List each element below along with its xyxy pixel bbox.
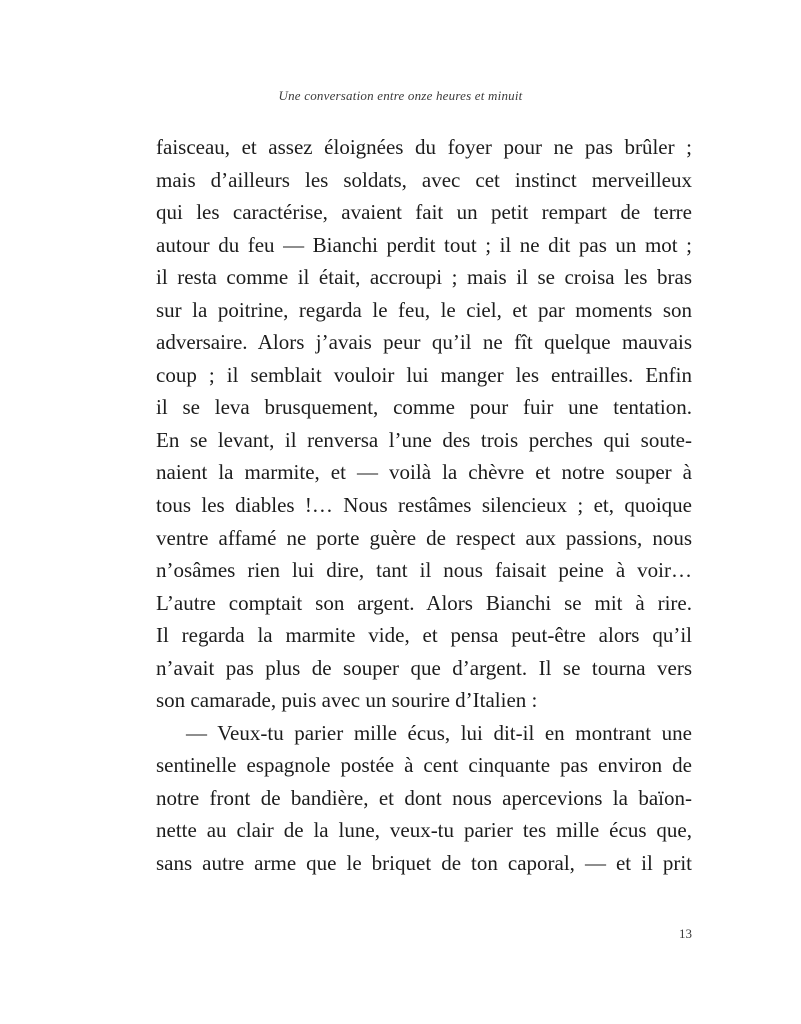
text-line: sans autre arme que le briquet de ton caporal, — et il prit	[156, 851, 692, 876]
text-line: qui les caractérise, avaient fait un petit rempart de terre	[156, 200, 692, 225]
text-line: naient la marmite, et — voilà la chèvre et notre souper à	[156, 460, 692, 485]
page-number: 13	[679, 926, 692, 941]
text-line: mais d’ailleurs les soldats, avec cet instinct merveilleux	[156, 167, 692, 192]
text-line: ventre affamé ne porte guère de respect aux passions, nous	[156, 525, 692, 550]
text-line: autour du feu — Bianchi perdit tout ; il ne dit pas un mot ;	[156, 232, 692, 257]
text-line: n’osâmes rien lui dire, tant il nous faisait peine à voir…	[156, 558, 692, 583]
text-line: coup ; il semblait vouloir lui manger les entrailles. Enfin	[156, 362, 692, 387]
text-line: adversaire. Alors j’avais peur qu’il ne fît quelque mauvais	[156, 330, 692, 355]
text-line: il se leva brusquement, comme pour fuir une tentation.	[156, 395, 692, 420]
running-head: Une conversation entre onze heures et minuit	[278, 88, 523, 103]
text-line-paragraph-start: — Veux-tu parier mille écus, lui dit-il en montrant une	[186, 720, 692, 745]
text-line: sentinelle espagnole postée à cent cinquante pas environ de	[156, 753, 692, 778]
text-line: notre front de bandière, et dont nous apercevions la baïon-	[156, 785, 692, 810]
text-line: En se levant, il renversa l’une des trois perches qui soute-	[156, 427, 692, 452]
text-line: Il regarda la marmite vide, et pensa peut-être alors qu’il	[156, 623, 692, 648]
text-line: nette au clair de la lune, veux-tu parier tes mille écus que,	[156, 818, 692, 843]
body-text	[156, 131, 692, 880]
text-line: sur la poitrine, regarda le feu, le ciel, et par moments son	[156, 297, 692, 322]
text-line: faisceau, et assez éloignées du foyer pour ne pas brûler ;	[156, 135, 692, 159]
text-line: n’avait pas plus de souper que d’argent. Il se tourna vers	[156, 655, 692, 680]
text-line-paragraph-end: son camarade, puis avec un sourire d’Italien :	[156, 688, 538, 713]
text-line: L’autre comptait son argent. Alors Bianchi se mit à rire.	[156, 590, 692, 615]
text-line: il resta comme il était, accroupi ; mais il se croisa les bras	[156, 265, 692, 290]
text-line: tous les diables !… Nous restâmes silencieux ; et, quoique	[156, 493, 692, 518]
